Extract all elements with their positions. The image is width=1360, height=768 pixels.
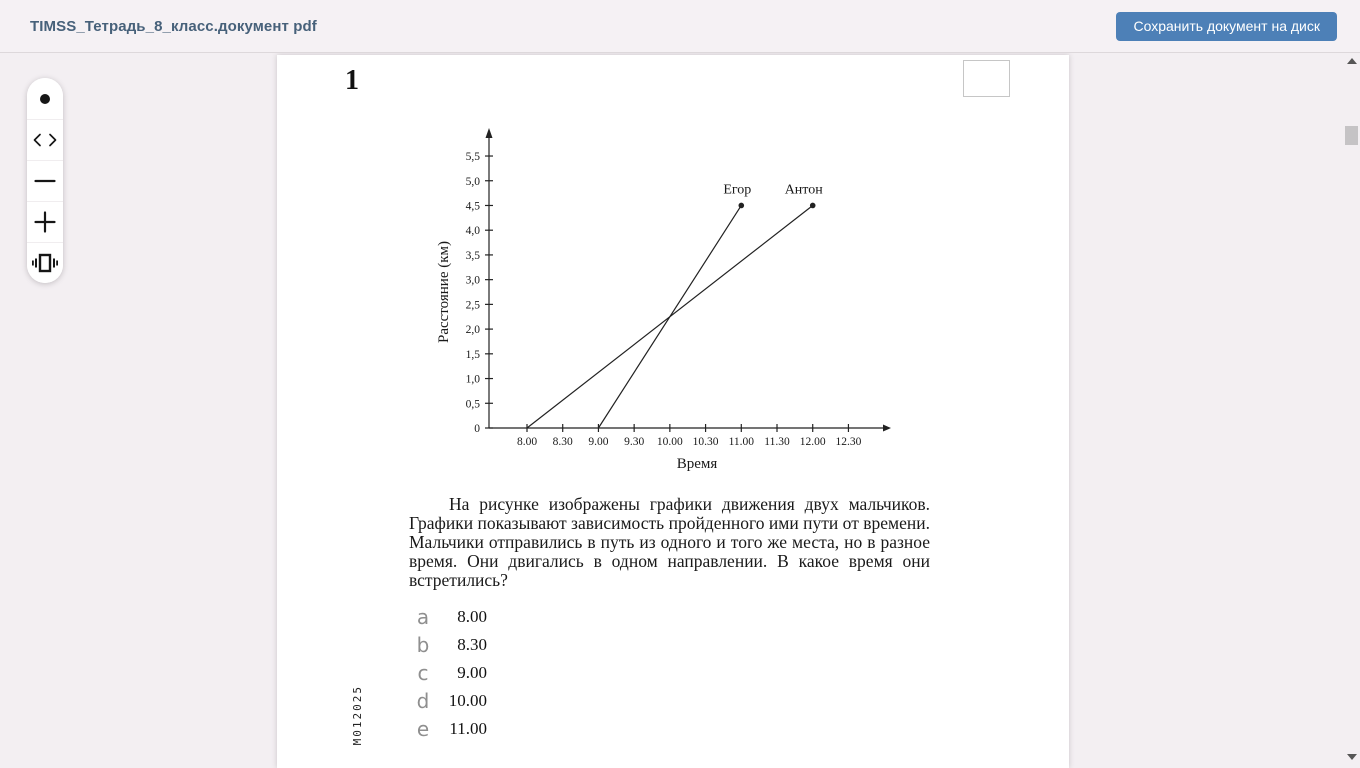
- option-value: 10.00: [448, 691, 487, 710]
- zoom-out-icon: [34, 170, 56, 192]
- option-a[interactable]: [411, 603, 487, 631]
- viewer-workspace: [0, 53, 1360, 768]
- svg-text:12.00: 12.00: [799, 436, 826, 448]
- svg-text:5,5: 5,5: [465, 151, 480, 164]
- option-value: 11.00: [449, 719, 487, 738]
- chevron-right-icon: [50, 135, 56, 146]
- scroll-down-icon[interactable]: [1347, 754, 1357, 760]
- option-d[interactable]: [411, 687, 487, 715]
- zoom-out-button[interactable]: [27, 160, 63, 201]
- option-letter: d: [416, 689, 430, 713]
- svg-text:0,5: 0,5: [465, 398, 480, 411]
- option-b[interactable]: [411, 631, 487, 659]
- save-to-disk-button[interactable]: Сохранить документ на диск: [1116, 12, 1337, 41]
- svg-text:10.00: 10.00: [656, 436, 683, 448]
- question-text: На рисунке изображены графики движения двух мальчиков. Графики показывают зависимость пройденного ими пути от времени. Мальчики отправились в путь из одного и того же места, но в разное время. Они двигались в одном направлении. В какое время они встретились?: [409, 494, 930, 590]
- pages-overview-button[interactable]: [27, 242, 63, 283]
- svg-text:0: 0: [474, 423, 480, 435]
- svg-text:8.00: 8.00: [516, 436, 538, 448]
- option-letter: b: [416, 633, 430, 657]
- svg-text:1,5: 1,5: [465, 348, 480, 361]
- scrollbar-thumb[interactable]: [1345, 126, 1358, 145]
- svg-text:11.30: 11.30: [764, 436, 790, 448]
- svg-text:12.30: 12.30: [835, 436, 862, 448]
- zoom-in-button[interactable]: [27, 201, 63, 242]
- chevron-left-icon: [35, 135, 41, 146]
- svg-text:Антон: Антон: [784, 182, 823, 198]
- svg-text:9.00: 9.00: [588, 436, 609, 448]
- svg-text:8.30: 8.30: [552, 436, 573, 448]
- svg-text:Расстояние (км): Расстояние (км): [437, 240, 452, 344]
- current-position-dot-button[interactable]: [27, 78, 63, 119]
- svg-text:1,0: 1,0: [465, 373, 480, 386]
- pdf-viewer-topbar: [0, 0, 1360, 53]
- svg-text:2,5: 2,5: [465, 299, 480, 312]
- option-value: 8.30: [457, 635, 487, 654]
- svg-text:4,0: 4,0: [465, 225, 480, 238]
- dot-icon: [35, 89, 55, 109]
- page-prev-next-buttons[interactable]: [27, 119, 63, 160]
- svg-text:5,0: 5,0: [465, 175, 480, 188]
- svg-text:Егор: Егор: [723, 182, 752, 198]
- svg-text:11.00: 11.00: [728, 436, 755, 448]
- option-c[interactable]: [411, 659, 487, 687]
- svg-text:10.30: 10.30: [692, 436, 719, 448]
- svg-text:2,0: 2,0: [465, 324, 480, 337]
- svg-text:3,5: 3,5: [465, 249, 480, 262]
- answer-box: [963, 60, 1010, 97]
- svg-text:3,0: 3,0: [465, 274, 480, 287]
- pdf-page: [277, 55, 1069, 768]
- svg-text:Время: Время: [676, 456, 718, 472]
- option-letter: e: [416, 717, 430, 741]
- answer-options: [411, 603, 487, 743]
- chevron-left-right-icons[interactable]: [32, 133, 58, 147]
- floating-toolbar: [27, 78, 63, 283]
- svg-text:9.30: 9.30: [624, 436, 645, 448]
- vertical-scrollbar: [1343, 53, 1360, 768]
- distance-time-chart: [437, 125, 900, 478]
- question-number: 1: [345, 65, 359, 96]
- option-e[interactable]: [411, 715, 487, 743]
- document-title: TIMSS_Тетрадь_8_класс.документ pdf: [30, 17, 317, 35]
- option-value: 8.00: [457, 607, 487, 626]
- option-letter: a: [416, 605, 430, 629]
- scroll-up-icon[interactable]: [1347, 58, 1357, 64]
- svg-text:4,5: 4,5: [465, 200, 480, 213]
- option-value: 9.00: [457, 663, 487, 682]
- pages-overview-icon: [32, 252, 58, 274]
- item-code-label: M012025: [351, 685, 364, 746]
- option-letter: c: [417, 661, 429, 685]
- zoom-in-icon: [34, 211, 56, 233]
